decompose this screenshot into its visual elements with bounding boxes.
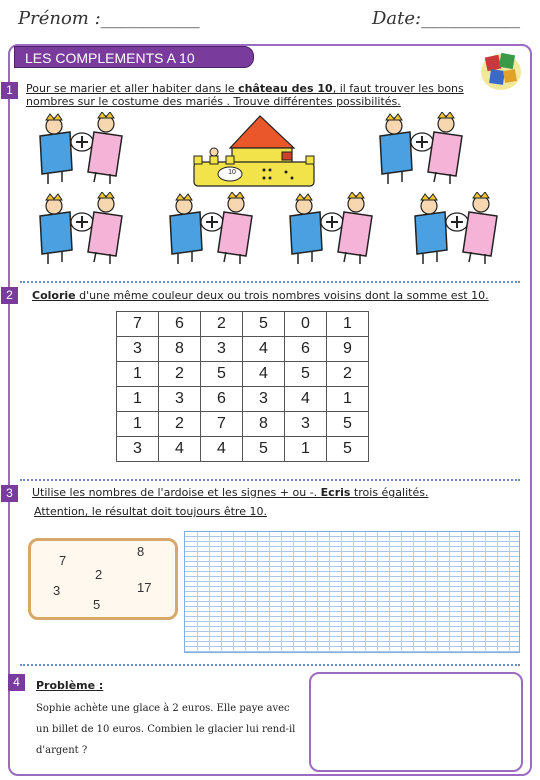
problem-title-suffix: :: [95, 679, 104, 692]
slate-number: 17: [137, 580, 152, 595]
worksheet-title: LES COMPLEMENTS A 10: [14, 46, 254, 68]
grid-guide-line: [461, 532, 462, 652]
grid-cell[interactable]: 4: [243, 337, 285, 362]
grid-cell[interactable]: 3: [243, 387, 285, 412]
wedding-couple-icon: [30, 112, 130, 188]
numbers-dice-icon: [480, 48, 522, 92]
wedding-couple-icon: [160, 192, 260, 268]
grid-guide-line: [197, 532, 198, 652]
grid-cell[interactable]: 5: [327, 412, 369, 437]
grid-row: [117, 412, 369, 437]
grid-cell[interactable]: 7: [117, 312, 159, 337]
section3-instructions-line1: [32, 486, 428, 499]
grid-cell[interactable]: 5: [201, 362, 243, 387]
grid-cell[interactable]: 3: [117, 337, 159, 362]
section3-text-bold: Ecris: [320, 486, 351, 499]
grid-row: [117, 387, 369, 412]
grid-cell[interactable]: 1: [327, 387, 369, 412]
problem-text: Sophie achète une glace à 2 euros. Elle paye avec un billet de 10 euros. Combien le glacier lui rend-il d'argent ?: [36, 703, 296, 756]
section-number-2: 2: [1, 287, 18, 304]
grid-guide-line: [473, 532, 474, 652]
slate-number: 2: [95, 567, 103, 582]
grid-cell[interactable]: 7: [201, 412, 243, 437]
grid-cell[interactable]: 0: [285, 312, 327, 337]
grid-cell[interactable]: 1: [117, 362, 159, 387]
section2-text-bold: Colorie: [32, 289, 76, 302]
grid-cell[interactable]: 1: [117, 412, 159, 437]
grid-guide-line: [365, 532, 366, 652]
number-grid: [116, 311, 369, 462]
section-separator: [20, 281, 520, 283]
grid-guide-line: [413, 532, 414, 652]
grid-guide-line: [317, 532, 318, 652]
grid-cell[interactable]: 6: [159, 312, 201, 337]
section3-instructions-line2: Attention, le résultat doit toujours être 10.: [34, 505, 267, 518]
grid-guide-line: [269, 532, 270, 652]
grid-cell[interactable]: 1: [117, 387, 159, 412]
grid-cell[interactable]: 5: [243, 312, 285, 337]
grid-guide-line: [293, 532, 294, 652]
wedding-couple-icon: [30, 192, 130, 268]
grid-cell[interactable]: 3: [285, 412, 327, 437]
slate-board: [28, 538, 178, 620]
grid-guide-line: [389, 532, 390, 652]
name-field-label: Prénom :___________: [18, 8, 200, 29]
grid-cell[interactable]: 4: [285, 387, 327, 412]
grid-guide-line: [257, 532, 258, 652]
section-separator: [20, 664, 520, 666]
grid-cell[interactable]: 3: [117, 437, 159, 462]
section2-text-after: d'une même couleur deux ou trois nombres voisins dont la somme est 10.: [75, 289, 489, 302]
section2-instructions: [32, 289, 489, 302]
grid-guide-line: [353, 532, 354, 652]
grid-row: [117, 362, 369, 387]
slate-number: 3: [53, 583, 61, 598]
grid-cell[interactable]: 4: [159, 437, 201, 462]
grid-cell[interactable]: 2: [201, 312, 243, 337]
grid-cell[interactable]: 6: [285, 337, 327, 362]
grid-cell[interactable]: 9: [327, 337, 369, 362]
grid-guide-line: [305, 532, 306, 652]
grid-guide-line: [401, 532, 402, 652]
section-number-4: 4: [8, 674, 25, 691]
date-field-label: Date:___________: [372, 8, 521, 29]
section-separator: [20, 479, 520, 481]
problem-title: [36, 679, 103, 692]
slate-number: 7: [59, 553, 67, 568]
section1-instructions: [26, 82, 476, 108]
grid-cell[interactable]: 2: [159, 412, 201, 437]
section-number-1: 1: [1, 82, 18, 99]
section1-text-before: Pour se marier et aller habiter dans le: [26, 82, 239, 95]
section1-text-bold: château des 10: [238, 82, 333, 95]
grid-guide-line: [245, 532, 246, 652]
castle-number: 10: [228, 169, 236, 176]
section1-text-after: , il faut trouver les bons nombres sur le costume des mariés . Trouve différentes possibilités.: [26, 82, 464, 108]
grid-cell[interactable]: 8: [159, 337, 201, 362]
grid-cell[interactable]: 1: [285, 437, 327, 462]
answer-box[interactable]: [309, 672, 523, 772]
grid-guide-line: [209, 532, 210, 652]
grid-cell[interactable]: 3: [159, 387, 201, 412]
problem-title-text: Problème: [36, 679, 96, 692]
grid-cell[interactable]: 5: [243, 437, 285, 462]
grid-cell[interactable]: 8: [243, 412, 285, 437]
grid-guide-line: [221, 532, 222, 652]
grid-row: [117, 437, 369, 462]
grid-row: [117, 312, 369, 337]
grid-guide-line: [233, 532, 234, 652]
castle-icon: [190, 112, 330, 190]
grid-cell[interactable]: 2: [159, 362, 201, 387]
wedding-couple-icon: [370, 112, 470, 188]
grid-guide-line: [281, 532, 282, 652]
slate-number: 8: [137, 544, 145, 559]
wedding-couple-icon: [280, 192, 380, 268]
grid-guide-line: [485, 532, 486, 652]
grid-cell[interactable]: 6: [201, 387, 243, 412]
grid-guide-line: [329, 532, 330, 652]
section3-text-before: Utilise les nombres de l'ardoise et les signes + ou -.: [32, 486, 321, 499]
grid-cell[interactable]: 2: [327, 362, 369, 387]
grid-guide-line: [497, 532, 498, 652]
grid-guide-line: [437, 532, 438, 652]
grid-guide-line: [449, 532, 450, 652]
grid-cell[interactable]: 4: [201, 437, 243, 462]
grid-guide-line: [509, 532, 510, 652]
slate-number: 5: [93, 597, 101, 612]
writing-lines-area[interactable]: [184, 531, 520, 653]
section3-text-after: trois égalités.: [350, 486, 429, 499]
grid-guide-line: [377, 532, 378, 652]
grid-cell[interactable]: 4: [243, 362, 285, 387]
grid-cell[interactable]: 5: [327, 437, 369, 462]
grid-cell[interactable]: 1: [327, 312, 369, 337]
grid-row: [117, 337, 369, 362]
grid-guide-line: [425, 532, 426, 652]
wedding-couple-icon: [405, 192, 505, 268]
grid-cell[interactable]: 3: [201, 337, 243, 362]
section-number-3: 3: [1, 485, 18, 502]
grid-cell[interactable]: 5: [285, 362, 327, 387]
grid-guide-line: [341, 532, 342, 652]
